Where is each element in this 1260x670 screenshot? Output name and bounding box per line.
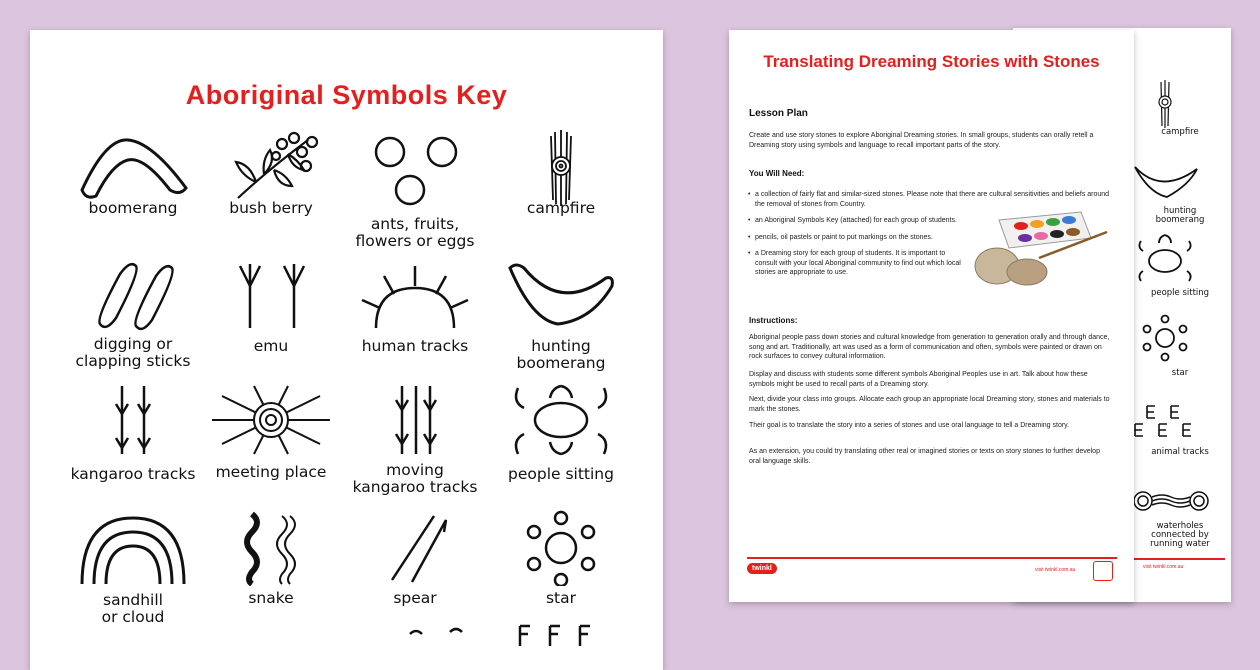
back-label-people-sitting: people sitting — [1150, 288, 1210, 298]
symbol-star — [488, 510, 634, 630]
symbol-label: people sitting — [508, 465, 614, 483]
hunting-boomerang-icon — [1131, 163, 1201, 203]
symbol-human-tracks — [342, 258, 488, 378]
symbol-bush-berry — [198, 130, 344, 250]
need-item: • pencils, oil pastels or paint to put markings on the stones. — [755, 233, 985, 243]
symbol-label: ants, fruits, flowers or eggs — [355, 215, 475, 250]
symbol-label: sandhill or cloud — [101, 591, 165, 626]
human-tracks-icon — [342, 258, 488, 334]
instruction-paragraph: Their goal is to translate the story into a series of stones and use oral language to tell a Dreaming story. — [749, 422, 1070, 429]
back-label-animal-tracks: animal tracks — [1151, 447, 1209, 457]
partial-symbols-row — [400, 620, 620, 660]
back-label-star: star — [1171, 368, 1189, 378]
symbol-label: kangaroo tracks — [70, 465, 196, 483]
instruction-paragraph: As an extension, you could try translating other real or imagined stories or texts on story stones to further develop oral language skills. — [749, 448, 1100, 465]
ants-fruits-icon — [342, 130, 488, 206]
emu-icon — [198, 258, 344, 334]
symbol-label: meeting place — [215, 463, 327, 481]
star-icon — [1141, 314, 1189, 362]
lesson-title: Translating Dreaming Stories with Stones — [763, 52, 1100, 71]
symbol-snake — [198, 510, 344, 630]
symbol-label: moving kangaroo tracks — [352, 461, 478, 496]
people-sitting-icon — [1135, 233, 1195, 285]
you-will-need-heading: You Will Need: — [749, 169, 805, 178]
symbol-hunting-boomerang — [488, 258, 634, 378]
symbol-people-sitting — [488, 382, 634, 502]
symbol-label: star — [545, 589, 577, 607]
hunting-boomerang-icon — [488, 258, 634, 334]
people-sitting-icon — [488, 382, 634, 458]
waterholes-icon — [1131, 488, 1211, 514]
back-footer-line — [1125, 558, 1225, 560]
symbol-label: boomerang — [88, 199, 178, 217]
symbol-label: snake — [248, 589, 294, 607]
symbol-sandhill — [60, 510, 206, 630]
symbols-key-sheet — [30, 30, 663, 670]
kangaroo-tracks-icon — [60, 382, 206, 458]
animal-tracks-icon — [1125, 402, 1215, 442]
symbol-emu — [198, 258, 344, 378]
meeting-place-icon — [198, 382, 344, 458]
symbol-label: emu — [253, 337, 289, 355]
twinkl-logo: twinkl — [747, 563, 777, 574]
footer-line — [747, 557, 1117, 559]
spear-icon — [342, 510, 488, 586]
symbol-label: campfire — [526, 199, 596, 217]
symbol-campfire — [488, 130, 634, 250]
symbol-label: spear — [393, 589, 437, 607]
need-item: • a collection of fairly flat and similar-sized stones. Please note that there are cultural sensitivities and beliefs around the removal of stones from Country. — [755, 190, 1111, 209]
instruction-paragraph: Next, divide your class into groups. Allocate each group an appropriate local Dreaming story, stones and materials to mark the stones. — [749, 396, 1110, 413]
back-footer-url: visit twinkl.com.au — [1143, 564, 1184, 570]
instruction-paragraph: Display and discuss with students some different symbols Aboriginal Peoples use in art. Talk about how these symbols might be used to recall parts of a Dreaming story. — [749, 371, 1088, 388]
bush-berry-icon — [198, 130, 344, 206]
footer-badge-icon — [1093, 561, 1113, 581]
back-label-waterholes: waterholes connected by running water — [1150, 521, 1210, 549]
symbol-label: hunting boomerang — [516, 337, 606, 372]
need-item: • an Aboriginal Symbols Key (attached) for each group of students. — [755, 216, 985, 226]
symbol-kangaroo-tracks — [60, 382, 206, 502]
digging-sticks-icon — [60, 258, 206, 334]
symbol-meeting-place — [198, 382, 344, 502]
footer-url: visit twinkl.com.au — [1035, 567, 1076, 573]
star-icon — [488, 510, 634, 586]
symbol-label: digging or clapping sticks — [75, 335, 191, 370]
symbol-label: human tracks — [361, 337, 469, 355]
sandhill-icon — [60, 510, 206, 586]
snake-icon — [198, 510, 344, 586]
symbol-digging-sticks — [60, 258, 206, 378]
symbol-spear — [342, 510, 488, 630]
symbol-boomerang — [60, 130, 206, 250]
need-item: • a Dreaming story for each group of students. It is important to consult with your local Aboriginal community to find out which local stories are appropriate to use. — [755, 249, 967, 278]
instructions-heading: Instructions: — [749, 316, 798, 325]
symbol-ants-fruits — [342, 130, 488, 250]
back-label-campfire: campfire — [1161, 127, 1199, 137]
symbol-moving-kangaroo-tracks — [342, 382, 488, 502]
symbol-label: bush berry — [229, 199, 313, 217]
moving-kangaroo-tracks-icon — [342, 382, 488, 458]
campfire-icon — [1155, 78, 1175, 130]
instruction-paragraph: Aboriginal people pass down stories and cultural knowledge from generation to generation orally and through dance, song and art. Traditionally, art was used as a form of communication and often, symbols were painted or drawn on rock surfaces to convey cultural information. — [749, 334, 1110, 360]
boomerang-icon — [60, 130, 206, 206]
paint-palette-illustration — [969, 200, 1109, 290]
lesson-plan-sheet — [729, 30, 1134, 602]
key-title: Aboriginal Symbols Key — [185, 80, 508, 110]
back-label-hunting-boomerang: hunting boomerang — [1155, 206, 1205, 225]
campfire-icon — [488, 130, 634, 206]
lesson-intro: Create and use story stones to explore Aboriginal Dreaming stories. In small groups, students can orally retell a Dreaming story using symbols and language to recall important parts of the story. — [749, 132, 1094, 149]
lesson-plan-heading: Lesson Plan — [749, 108, 808, 119]
